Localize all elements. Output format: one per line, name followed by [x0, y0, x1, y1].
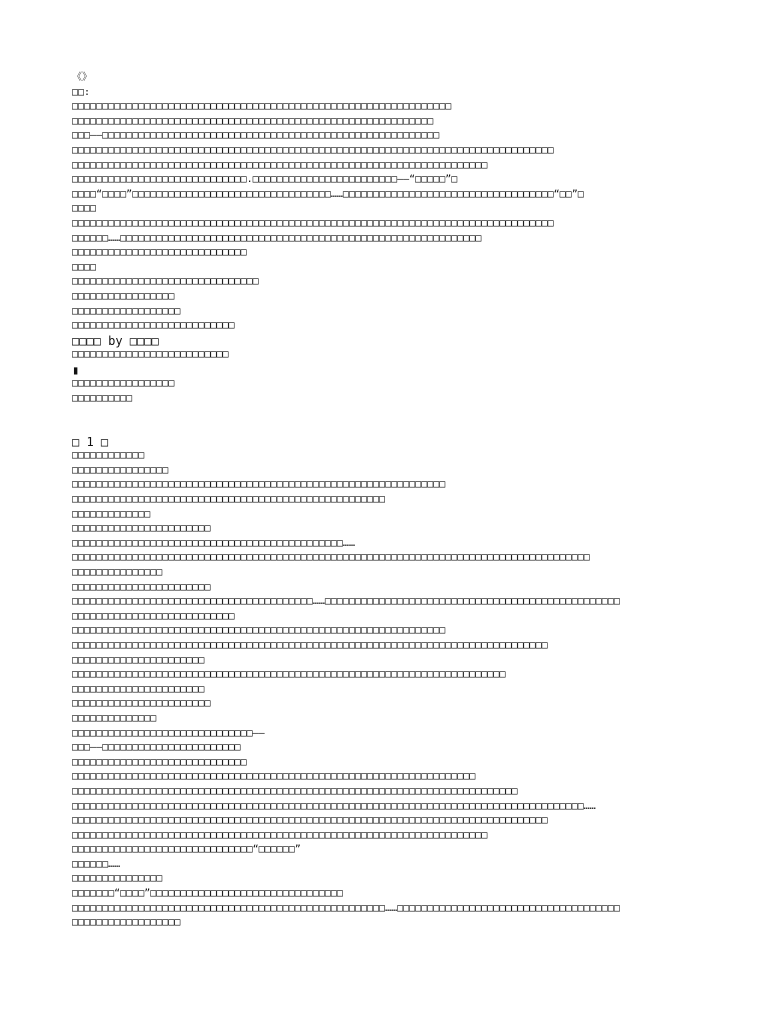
text-line: □□□□□□□□□□□□□□□□□□: [72, 917, 181, 929]
text-line: □□:: [72, 86, 91, 98]
text-line: □□□□□□□□□□□□□□□□□□□□□□□□□□□□□□□: [72, 276, 259, 288]
text-line: □□□□□□□□□□□□□□□□□□□□□□□□□□: [72, 349, 229, 361]
text-line: □□□□□□□□□□□□□□□: [72, 567, 163, 578]
text-line: □□□□□□□□□□□□□□□□□□□□□□□□□□□□□□□□□□□□□□□□□□□□□□□□□□□□□□□□□□□□: [72, 115, 434, 127]
text-line: □□□□□□□□□□□□□□□□□□□□□□□□□□□□□□□□□□□□□□□□□□□□□□□□□□□□: [72, 494, 386, 506]
text-line: □□□□□□□□□□□□□□□□□□□□□□□□□□□□□□“□□□□□□”: [72, 844, 301, 856]
text-line: 《》: [72, 72, 92, 83]
text-line: □□□□□□□□□□□□□□□□□□□□□□□□□□□□□□□□□□□□□□□□□□□□□□□□□□□□□□□□□□□□□□□□□□□: [72, 771, 476, 783]
text-line: □□□□□□□“□□□□”□□□□□□□□□□□□□□□□□□□□□□□□□□□□□□□□: [72, 888, 343, 900]
text-line: □□□□□□□□□□□□□: [72, 508, 151, 520]
text-line: □□□□□□□□□□□□□□□□□□□□□□□□□□□□□□□□□□□□□□□□□□□□□□□□□□□□□□□□□□□□□□□□□□□□□□□□□□□□□□□: [72, 639, 548, 651]
text-line: □□□□□□□□□□: [72, 393, 133, 405]
text-line: □□□□□□□□□□□□□□□□□□□□□□□□□□□□□□□□□□□□□□□□□□□□□□□□□□□□□□□□□□□□□□□□□□□□□□□□□□□□□□□□: [72, 144, 554, 156]
text-line: □□□□□□□□□□□□□□□□□□□□□□□□□□□□□□□□□□□□□□□□□□□□□□□□□□□□□□□□□□□□□□□□□□□□□□□□□□□□□□□: [72, 815, 548, 827]
text-line: □□□□□□□□□□□□□□□□□□□□□□□□□□□: [72, 320, 235, 332]
text-line: □□□□□□□□□□□□□□□□□□□□□□□□□□□: [72, 610, 235, 622]
text-line: □□□□□□……□□□□□□□□□□□□□□□□□□□□□□□□□□□□□□□□□□□□□□□□□□□□□□□□□□□□□□□□□□□□: [72, 232, 482, 244]
text-line: □□□□□□□□□□□□□□□□: [72, 464, 169, 476]
text-line: □□□□□□□□□□□□□□□: [72, 873, 163, 885]
text-line: □□□□□□□□□□□□□□□□□□□□□□: [72, 683, 205, 695]
text-line: □□□□□□□□□□□□□□□□□□□□□□□□□□□□□□□□□□□□□□□□□□□□□□□□□□□□□□□□□□□□□□□□□□□□□□□□□□□□□□□□: [72, 217, 554, 229]
text-line: □□□□□□□□□□□□□□□□□□□□□□□: [72, 581, 211, 593]
text-line: □□□——□□□□□□□□□□□□□□□□□□□□□□□: [72, 742, 241, 754]
text-line: □□□□□□□□□□□□□□□□□: [72, 290, 175, 302]
text-line: □□□□□□□□□□□□□□: [72, 712, 157, 724]
text-line: □□□□□□□□□□□□□□□□□□□□□□□□□□□□□: [72, 756, 247, 768]
text-line: □□□□“□□□□”□□□□□□□□□□□□□□□□□□□□□□□□□□□□□□□□□……□□□□□□□□□□□□□□□□□□□□□□□□□□□□□□□□□□□“□□”□: [72, 188, 584, 200]
text-line: □□□□□□□□□□□□□□□□□□□□□□□: [72, 523, 211, 535]
chapter-heading: □ 1 □: [72, 434, 109, 449]
text-line: □□□□□□□□□□□□□□□□□□□□□□□: [72, 698, 211, 710]
text-line: □□□□□□□□□□□□□□□□□□□□□□□□□□□□□□□□□□□□□□□□□□□□□□□□□□□□□□□□□□□□□□□□□□□□□□□□□□: [72, 785, 518, 797]
text-line: □□□□□□□□□□□□□□□□□: [72, 378, 175, 390]
text-line: □□□□: [72, 261, 97, 273]
text-line: □□□□□□□□□□□□□□□□□□□□□□□□□□□□□□——: [72, 727, 265, 739]
text-line: □□□□□□□□□□□□□□□□□□□□□□□□□□□□□: [72, 247, 247, 259]
section-gap: [72, 407, 702, 435]
text-line: □□□□□□□□□□□□□□□□□□□□□□□□□□□□□□□□□□□□□□□□□□□□□□□□□□□□□□□□□□□□□□: [72, 479, 446, 491]
text-line: □□□□□□□□□□□□□□□□□□□□□□□□□□□□□□□□□□□□□□□□□□□□□□□□□□□□□□□□□□□□□□□□□□□□□□□□□□□□□□□□□□□□□□: [72, 552, 590, 564]
text-line: □□□——□□□□□□□□□□□□□□□□□□□□□□□□□□□□□□□□□□□□□□□□□□□□□□□□□□□□□□□□: [72, 130, 440, 142]
text-line: □□□□□□□□□□□□□□□□□□□□□□□□□□□□□□□□□□□□□□□□□□□□□□□□□□□□□□□□□□□□□□□□□□□□□: [72, 829, 488, 841]
text-line: □□□□ by □□□□: [72, 333, 159, 348]
text-line: □□□□□□□□□□□□□□□□□□□□□□□□□□□□□□□□□□□□□□□□□□□□□□□□□□□□□□□□□□□□□□□□□□□□□□□□: [72, 669, 506, 681]
text-line: □□□□□□□□□□□□□□□□□□□□□□□□□□□□□□□□□□□□□□□□……□□□□□□□□□□□□□□□□□□□□□□□□□□□□□□□□□□□□□□□□□□□□□□□□□: [72, 596, 620, 608]
text-line: □□□□□□□□□□□□□□□□□□□□□□□□□□□□□□□□□□□□□□□□□□□□□□□□□□□□□□□□□□□□□□: [72, 625, 446, 637]
text-line: □□□□□□□□□□□□□□□□□□□□□□□□□□□□□□□□□□□□□□□□□□□□□……: [72, 537, 355, 549]
text-line: □□□□□□□□□□□□□□□□□□□□□□□□□□□□□□□□□□□□□□□□□□□□□□□□□□□□□□□□□□□□□□□□□□□□□□□□□□□□□□□□□□□□□……: [72, 800, 596, 812]
text-line: □□□□□□□□□□□□: [72, 450, 145, 462]
text-line: □□□□□□□□□□□□□□□□□□□□□□□□□□□□□.□□□□□□□□□□□□□□□□□□□□□□□□——“□□□□□”□: [72, 174, 458, 186]
text-line: □□□□□□□□□□□□□□□□□□□□□□□□□□□□□□□□□□□□□□□□□□□□□□□□□□□□□□□□□□□□□□□□□□□□□: [72, 159, 488, 171]
text-line: □□□□□□□□□□□□□□□□□□: [72, 305, 181, 317]
text-line: □□□□□□□□□□□□□□□□□□□□□□: [72, 654, 205, 666]
text-line: □□□□□□□□□□□□□□□□□□□□□□□□□□□□□□□□□□□□□□□□□□□□□□□□□□□□□□□□□□□□□□□: [72, 101, 452, 113]
text-line: ▮: [72, 362, 80, 377]
text-line: □□□□: [72, 203, 97, 215]
text-line: □□□□□□……: [72, 858, 121, 870]
document-page: [72, 71, 702, 931]
text-line: □□□□□□□□□□□□□□□□□□□□□□□□□□□□□□□□□□□□□□□□□□□□□□□□□□□□……□□□□□□□□□□□□□□□□□□□□□□□□□□□□□□□□□□□□□: [72, 902, 620, 914]
